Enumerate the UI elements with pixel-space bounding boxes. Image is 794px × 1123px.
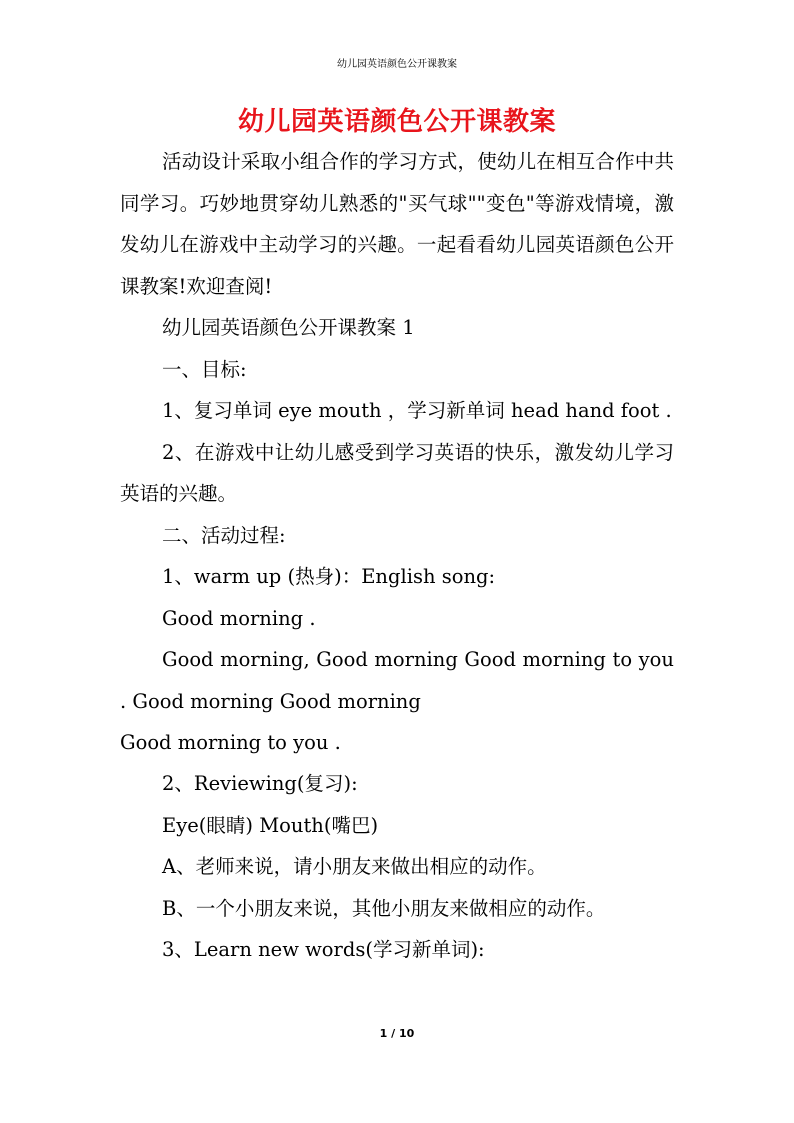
- running-header: 幼儿园英语颜色公开课教案: [337, 59, 457, 70]
- review-activity-b: B、一个小朋友来说，其他小朋友来做相应的动作。: [162, 896, 606, 920]
- review-words: Eye(眼睛) Mouth(嘴巴): [162, 813, 379, 837]
- process-step-1: 1、warm up (热身)：English song:: [162, 565, 496, 588]
- goals-heading: 一、目标:: [162, 357, 247, 381]
- song-line-3: Good morning to you .: [120, 731, 341, 754]
- goal-item-2: 2、在游戏中让幼儿感受到学习英语的快乐，激发幼儿学习英语的兴趣。: [120, 440, 674, 505]
- document-body: [120, 141, 674, 971]
- review-activity-a: A、老师来说，请小朋友来做出相应的动作。: [162, 855, 547, 878]
- song-line-2: Good morning, Good morning Good morning to you . Good morning Good morning: [120, 648, 674, 713]
- process-step-2: 2、Reviewing(复习):: [162, 772, 358, 795]
- process-step-3: 3、Learn new words(学习新单词):: [162, 938, 485, 961]
- intro-paragraph: 活动设计采取小组合作的学习方式，使幼儿在相互合作中共同学习。巧妙地贯穿幼儿熟悉的"买气球""变色"等游戏情境，激发幼儿在游戏中主动学习的兴趣。一起看看幼儿园英语颜色公开课教案!欢迎查阅!: [120, 150, 674, 298]
- section-heading: 幼儿园英语颜色公开课教案 1: [162, 316, 415, 339]
- page-number: 1 / 10: [379, 1027, 415, 1040]
- document-title: 幼儿园英语颜色公开课教案: [237, 107, 556, 137]
- goal-item-1: 1、复习单词 eye mouth ，学习新单词 head hand foot .: [162, 399, 672, 422]
- process-heading: 二、活动过程:: [162, 523, 286, 547]
- song-line-1: Good morning .: [162, 606, 316, 630]
